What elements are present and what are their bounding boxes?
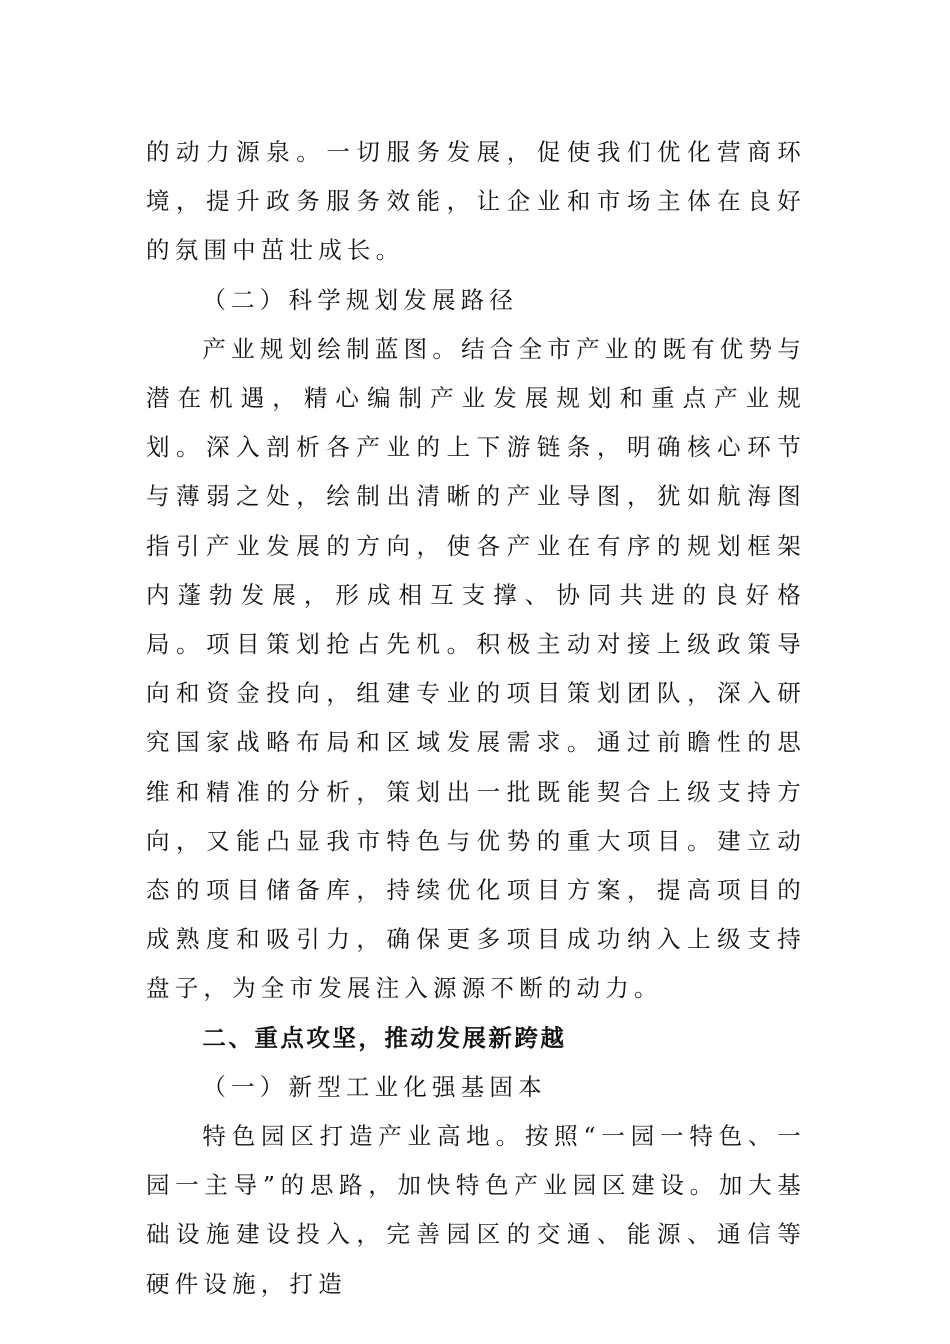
subheading-new-industrialization: （一）新型工业化强基固本: [202, 1072, 547, 1101]
section-heading-key-breakthroughs: 二、重点攻坚，推动发展新跨越: [202, 1023, 567, 1052]
paragraph-continuation: 的动力源泉。一切服务发展，促使我们优化营商环境，提升政务服务效能，让企业和市场主体在良好的氛围中茁壮成长。: [146, 138, 806, 265]
paragraph-industry-planning: 产业规划绘制蓝图。结合全市产业的既有优势与潜在机遇，精心编制产业发展规划和重点产业规划。深入剖析各产业的上下游链条，明确核心环节与薄弱之处，绘制出清晰的产业导图，犹如航海图指引产业发展的方向，使各产业在有序的规划框架内蓬勃发展，形成相互支撑、协同共进的良好格局。项目策划抢占先机。积极主动对接上级政策导向和资金投向，组建专业的项目策划团队，深入研究国家战略布局和区域发展需求。通过前瞻性的思维和精准的分析，策划出一批既能契合上级支持方向，又能凸显我市特色与优势的重大项目。建立动态的项目储备库，持续优化项目方案，提高项目的成熟度和吸引力，确保更多项目成功纳入上级支持盘子，为全市发展注入源源不断的动力。: [146, 334, 806, 1003]
subheading-planning-path: （二）科学规划发展路径: [202, 285, 519, 314]
document-page: [146, 128, 806, 1309]
paragraph-industrial-parks: 特色园区打造产业高地。按照“一园一特色、一园一主导”的思路，加快特色产业园区建设。加大基础设施建设投入，完善园区的交通、能源、通信等硬件设施，打造: [146, 1122, 806, 1298]
